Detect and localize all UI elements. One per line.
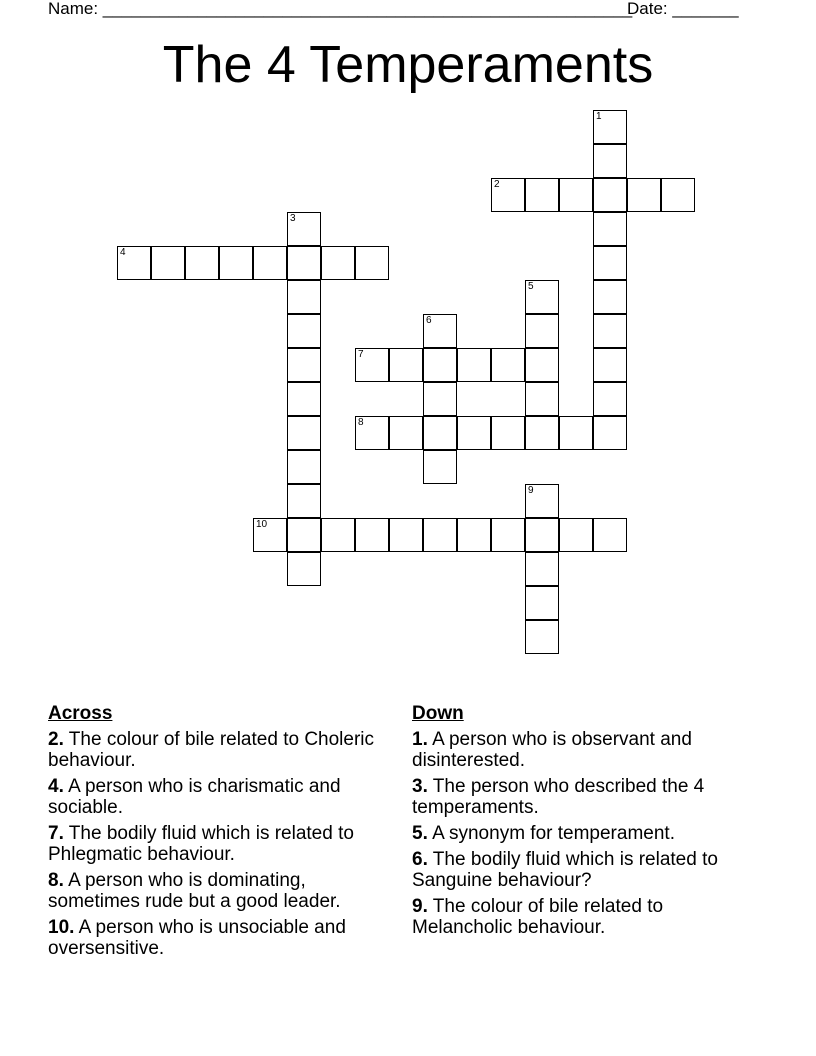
grid-cell[interactable] bbox=[525, 552, 559, 586]
grid-cell[interactable] bbox=[457, 348, 491, 382]
clue-number: 4. bbox=[48, 776, 64, 797]
cell-number: 10 bbox=[256, 519, 268, 530]
page-title: The 4 Temperaments bbox=[162, 36, 654, 94]
grid-cell[interactable] bbox=[287, 246, 321, 280]
grid-cell[interactable] bbox=[423, 416, 457, 450]
grid-cell[interactable] bbox=[219, 246, 253, 280]
grid-cell[interactable] bbox=[627, 178, 661, 212]
grid-cell[interactable] bbox=[593, 144, 627, 178]
grid-cell[interactable] bbox=[457, 518, 491, 552]
clue-number: 9. bbox=[412, 896, 428, 917]
grid-cell[interactable] bbox=[525, 518, 559, 552]
grid-cell[interactable] bbox=[525, 178, 559, 212]
cell-number: 9 bbox=[528, 485, 534, 496]
clue-text: A person who is charismatic and sociable. bbox=[48, 776, 341, 818]
across-clues bbox=[48, 703, 393, 964]
grid-cell[interactable] bbox=[355, 518, 389, 552]
cell-number: 8 bbox=[358, 417, 364, 428]
grid-cell[interactable] bbox=[593, 246, 627, 280]
grid-cell[interactable] bbox=[525, 620, 559, 654]
grid-cell[interactable] bbox=[593, 348, 627, 382]
cell-number: 7 bbox=[358, 349, 364, 360]
clue-number: 1. bbox=[412, 729, 428, 750]
down-clue-3 bbox=[412, 776, 757, 818]
grid-cell[interactable] bbox=[525, 314, 559, 348]
clue-number: 6. bbox=[412, 849, 428, 870]
down-clue-9 bbox=[412, 896, 757, 938]
clue-text: The colour of bile related to Choleric behaviour. bbox=[48, 729, 375, 771]
grid-cell[interactable] bbox=[253, 518, 287, 552]
across-clue-2 bbox=[48, 729, 393, 771]
clue-text: A person who is unsociable and oversensitive. bbox=[48, 917, 346, 959]
clue-number: 3. bbox=[412, 776, 428, 797]
grid-cell[interactable] bbox=[593, 382, 627, 416]
grid-cell[interactable] bbox=[525, 586, 559, 620]
cell-number: 5 bbox=[528, 281, 534, 292]
clue-text: The bodily fluid which is related to Sanguine behaviour? bbox=[412, 849, 718, 891]
down-clue-6 bbox=[412, 849, 757, 891]
grid-cell[interactable] bbox=[287, 518, 321, 552]
cell-number: 1 bbox=[596, 111, 602, 122]
grid-cell[interactable] bbox=[491, 518, 525, 552]
grid-cell[interactable] bbox=[355, 348, 389, 382]
clue-number: 10. bbox=[48, 917, 75, 938]
clue-text: A person who is dominating, sometimes rude but a good leader. bbox=[48, 870, 341, 912]
down-clue-1 bbox=[412, 729, 757, 771]
grid-cell[interactable] bbox=[321, 518, 355, 552]
clue-number: 2. bbox=[48, 729, 64, 750]
cell-number: 3 bbox=[290, 213, 296, 224]
grid-cell[interactable] bbox=[423, 348, 457, 382]
grid-cell[interactable] bbox=[389, 416, 423, 450]
grid-cell[interactable] bbox=[287, 314, 321, 348]
grid-cell[interactable] bbox=[287, 416, 321, 450]
down-clues bbox=[412, 703, 757, 943]
grid-cell[interactable] bbox=[287, 280, 321, 314]
across-clue-10 bbox=[48, 917, 393, 959]
across-heading: Across bbox=[48, 703, 113, 724]
grid-cell[interactable] bbox=[593, 518, 627, 552]
grid-cell[interactable] bbox=[525, 280, 559, 314]
grid-cell[interactable] bbox=[423, 382, 457, 416]
grid-cell[interactable] bbox=[593, 110, 627, 144]
across-clue-7 bbox=[48, 823, 393, 865]
cell-number: 6 bbox=[426, 315, 432, 326]
down-clue-5 bbox=[412, 823, 757, 844]
grid-cell[interactable] bbox=[593, 178, 627, 212]
grid-cell[interactable] bbox=[593, 212, 627, 246]
grid-cell[interactable] bbox=[287, 484, 321, 518]
grid-cell[interactable] bbox=[559, 518, 593, 552]
grid-cell[interactable] bbox=[389, 348, 423, 382]
grid-cell[interactable] bbox=[525, 382, 559, 416]
grid-cell[interactable] bbox=[151, 246, 185, 280]
grid-cell[interactable] bbox=[457, 416, 491, 450]
grid-cell[interactable] bbox=[253, 246, 287, 280]
grid-cell[interactable] bbox=[593, 314, 627, 348]
cell-number: 4 bbox=[120, 247, 126, 258]
grid-cell[interactable] bbox=[525, 484, 559, 518]
grid-cell[interactable] bbox=[287, 212, 321, 246]
grid-cell[interactable] bbox=[287, 348, 321, 382]
grid-cell[interactable] bbox=[423, 450, 457, 484]
grid-cell[interactable] bbox=[491, 348, 525, 382]
grid-cell[interactable] bbox=[525, 348, 559, 382]
grid-cell[interactable] bbox=[491, 416, 525, 450]
grid-cell[interactable] bbox=[117, 246, 151, 280]
grid-cell[interactable] bbox=[287, 450, 321, 484]
clue-text: A person who is observant and disinterested. bbox=[412, 729, 692, 771]
clue-text: A synonym for temperament. bbox=[427, 823, 675, 844]
grid-cell[interactable] bbox=[287, 382, 321, 416]
grid-cell[interactable] bbox=[389, 518, 423, 552]
grid-cell[interactable] bbox=[321, 246, 355, 280]
clue-number: 8. bbox=[48, 870, 64, 891]
grid-cell[interactable] bbox=[491, 178, 525, 212]
clue-number: 7. bbox=[48, 823, 64, 844]
cell-number: 2 bbox=[494, 179, 500, 190]
down-heading: Down bbox=[412, 703, 464, 724]
grid-cell[interactable] bbox=[423, 518, 457, 552]
name-field-line: Name: ________________________________________________________ bbox=[48, 0, 633, 18]
grid-cell[interactable] bbox=[423, 314, 457, 348]
grid-cell[interactable] bbox=[559, 178, 593, 212]
across-clue-4 bbox=[48, 776, 393, 818]
grid-cell[interactable] bbox=[185, 246, 219, 280]
grid-cell[interactable] bbox=[355, 246, 389, 280]
date-field-line: Date: _______ bbox=[627, 0, 739, 18]
grid-cell[interactable] bbox=[287, 552, 321, 586]
clue-text: The colour of bile related to Melancholic behaviour. bbox=[412, 896, 664, 938]
grid-cell[interactable] bbox=[525, 416, 559, 450]
clue-text: The bodily fluid which is related to Phlegmatic behaviour. bbox=[48, 823, 354, 865]
grid-cell[interactable] bbox=[661, 178, 695, 212]
grid-cell[interactable] bbox=[593, 416, 627, 450]
clue-text: The person who described the 4 temperaments. bbox=[412, 776, 705, 818]
grid-cell[interactable] bbox=[593, 280, 627, 314]
grid-cell[interactable] bbox=[355, 416, 389, 450]
across-clue-8 bbox=[48, 870, 393, 912]
clue-number: 5. bbox=[412, 823, 428, 844]
grid-cell[interactable] bbox=[559, 416, 593, 450]
